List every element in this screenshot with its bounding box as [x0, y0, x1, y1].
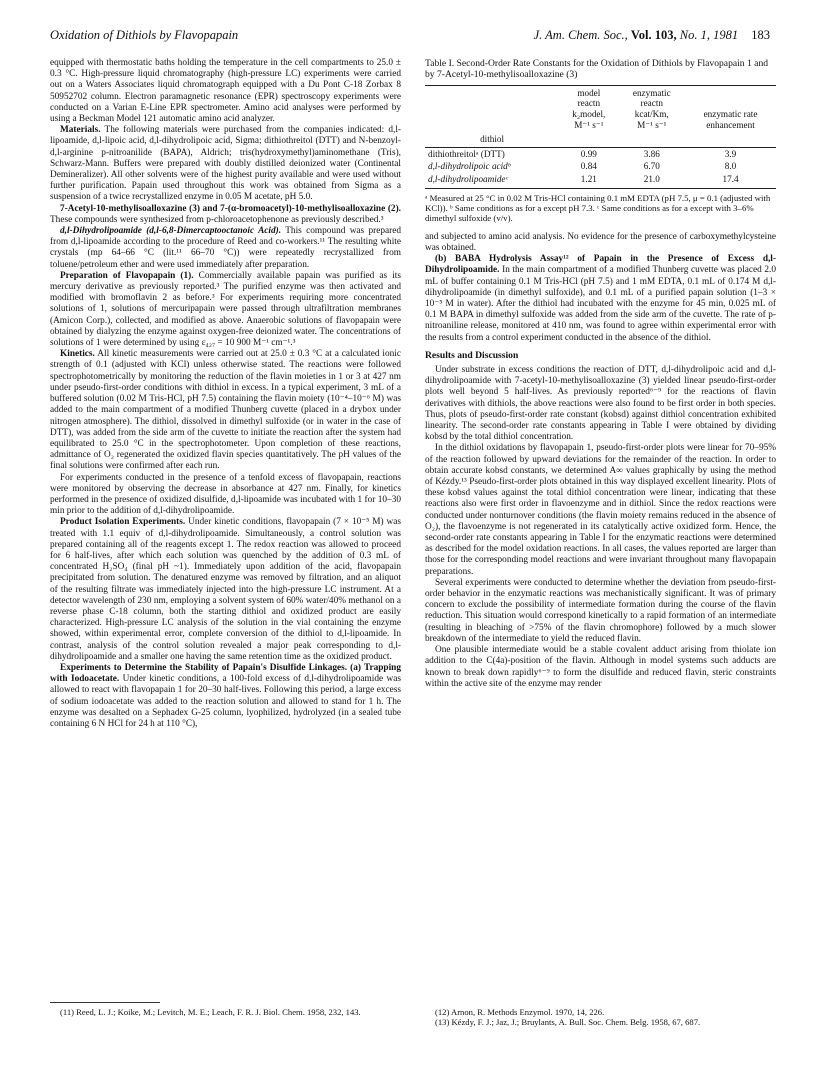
table-row — [425, 173, 776, 188]
running-title: Oxidation of Dithiols by Flavopapain — [50, 28, 239, 42]
paragraph-results-2: In the dithiol oxidations by flavopapain 1, pseudo-first-order plots were linear for 70–95% of the reaction followed by upward deviations for the remainder of the reaction. In order to obtain accurate kobsd constants, we determined A∞ values graphically by using the method of Kézdy.¹³ Pseudo-first-order plots obtained in this way displayed excellent linearity. Plots of these kobsd values against the total dithiol concentration were linear, indicating that these reactions also were first order in flavoenzyme and in dithiol. Since the redox reactions were conducted under nonturnover conditions (the flavin moiety remains reduced in the absence of O₂), the flavoenzyme is not regenerated in its catalytically active oxidized form. Hence, the second-order rate constants appearing in Table I for the enzymatic reactions were determined as described for the model oxidation reactions. In all cases, the values reported are larger than those for the corresponding model reactions and were invariant throughout many flavopapain preparations. — [425, 443, 776, 577]
references-right — [425, 1002, 776, 1027]
cell-enzymatic-rate: 21.0 — [619, 173, 686, 188]
table-row — [425, 147, 776, 160]
cell-enhancement: 8.0 — [724, 161, 737, 172]
paragraph-preparation — [50, 271, 401, 349]
journal-volume: Vol. 103, — [630, 28, 677, 42]
cell-model-rate: 0.84 — [580, 161, 597, 172]
running-header — [50, 28, 770, 48]
text-preparation: Commercially available papain was purified as its mercury derivative as previously reported.³ The purified enzyme was then activated and modified with bromoflavin 2 as before.³ For experiments requiring more concentrated solutions of 1, solutions of mercuripapain were passed through ultrafiltration membranes (Amicon Corp.), collected, and modified as above. Anaerobic solutions of flavopapain were obtained by dialyzing the enzyme against oxygen-free deionized water. The concentrations of solutions of 1 were determined by using ε₄₂₇ = 10 900 M⁻¹ cm⁻¹.³ — [50, 270, 401, 349]
paragraph-dihydrolipoamide — [50, 226, 401, 271]
page-number: 183 — [751, 28, 770, 42]
heading-results: Results and Discussion — [425, 349, 519, 361]
table-row — [425, 160, 776, 173]
cell-dithiol-name: d,l-dihydrolipoamideᶜ — [425, 173, 559, 188]
paragraph-continued: and subjected to amino acid analysis. No evidence for the presence of carboxymethylcysteine was obtained. — [425, 231, 776, 253]
journal-name: J. Am. Chem. Soc., — [533, 28, 628, 42]
reference-13: (13) Kézdy, F. J.; Jaz, J.; Bruylants, A. Bull. Soc. Chem. Belg. 1958, 67, 687. — [435, 1017, 701, 1028]
reference-12: (12) Arnon, R. Methods Enzymol. 1970, 14, 226. — [435, 1007, 605, 1017]
table-title: Table I. Second-Order Rate Constants for the Oxidation of Dithiols by Flavopapain 1 and by 7-Acetyl-10-methylisoalloxazine (3) — [425, 58, 769, 81]
table-footnote: ᵃ Measured at 25 °C in 0.02 M Tris-HCl containing 0.1 mM EDTA (pH 7.5, μ = 0.1 (adjusted with KCl)). ᵇ Same conditions as for a except pH 7.3. ᶜ Same conditions as for a except with 3–6% dimethyl sulfoxide (v/v). — [425, 192, 771, 224]
heading-acetyl: 7-Acetyl-10-methylisoalloxazine (3) and 7-(α-bromoacetyl)-10-methylisoalloxazine (2). — [60, 203, 401, 214]
paragraph-kinetics — [50, 349, 401, 472]
journal-citation — [534, 28, 770, 43]
paragraph-product-isolation — [50, 517, 401, 663]
cell-enhancement: 3.9 — [724, 148, 737, 159]
table-header-enhancement: enzymatic rate enhancement — [685, 85, 776, 132]
heading-preparation: Preparation of Flavopapain (1). — [60, 270, 194, 281]
table-header-model: model reactn k₂model, M⁻¹ s⁻¹ — [559, 85, 618, 132]
cell-model-rate: 1.21 — [559, 173, 618, 188]
reference-11: (11) Reed, L. J.; Koike, M.; Levitch, M. E.; Leach, F. R. J. Biol. Chem. 1958, 232, 143. — [60, 1007, 361, 1017]
table-header-dithiol: dithiol — [425, 132, 559, 147]
paragraph-stability — [50, 663, 401, 730]
heading-dihydrolipoamide: d,l-Dihydrolipoamide (d,l-6,8-Dimercaptooctanoic Acid). — [60, 226, 282, 237]
heading-stability: Experiments to Determine the Stability of Papain's Disulfide Linkages. (a) Trapping with Iodoacetate. — [50, 662, 401, 685]
heading-materials: Materials. — [60, 125, 101, 136]
table-header-dithiol-spacer — [425, 85, 559, 132]
table-1 — [425, 58, 776, 224]
cell-dithiol-name: dithiothreitolᵃ (DTT) — [428, 148, 505, 159]
text-kinetics: All kinetic measurements were carried out at 25.0 ± 0.3 °C at a calculated ionic strength of 0.1 (adjusted with KCl) unless otherwise stated. The reactions were followed spectrophotometrically by monitoring the reduction of the flavin moieties in 1 or 3 at 427 nm under pseudo-first-order conditions with dithiol in excess. In a typical experiment, 3 mL of a buffered solution (0.02 M Tris-HCl, pH 7.5) containing the flavin moiety (10⁻⁴–10⁻⁶ M) was added to the main compartment of a modified Thunberg cuvette (placed in a drybox under nitrogen atmosphere). The dithiol, dissolved in dimethyl sulfoxide (or in water in the case of DTT), was added from the side arm of the cuvette to initiate the reaction after the system had equilibrated to 25.0 °C in the spectrophotometer. Upon completion of these reactions, admittance of O₂ regenerated the oxidized flavin species quantitatively. The pH values of the final solutions were confirmed after each run. — [50, 349, 401, 472]
text-dihydrolipoamide: This compound was prepared from d,l-lipoamide according to the procedure of Reed and co-workers.¹¹ The resulting white crystals (mp 64–66 °C (lit.¹¹ 66–70 °C)) were repeatedly recrystallized from toluene/petroleum ether and were used immediately after preparation. — [50, 226, 401, 270]
paragraph-instruments: equipped with thermostatic baths holding the temperature in the cell compartments to 25.0 ± 0.3 °C. High-pressure liquid chromatography (high-pressure LC) experiments were carried out on a Waters Associates liquid chromatograph equipped with a Du Pont C-18 Zorbax 8 50952702 column. Electron paramagnetic resonance (EPR) spectroscopy experiments were conducted on a Varian E-Line EPR spectrometer. Amino acid analyses were performed by using a Beckman Model 121 automatic amino acid analyzer. — [50, 58, 401, 125]
text-product-isolation: Under kinetic conditions, flavopapain (7 × 10⁻⁵ M) was treated with 1.1 equiv of d,l-dihydrolipoamide. Simultaneously, a control solution was prepared containing all of the reagents except 1. The redox reaction was allowed to proceed for 6 half-lives, after which each solution was quenched by the addition of 0.3 mL of concentrated H₂SO₄ (final pH ~1). Immediately upon addition of the acid, flavopapain precipitated from solution. The denatured enzyme was removed by filtration, and an aliquot of the resulting filtrate was immediately injected into the high-pressure LC instrument. At a detector wavelength of 230 nm, employing a solvent system of 60% water/40% methanol on a reverse phase C-18 column, both the starting dithiol and oxidized product are easily characterized. High-pressure LC analysis of the solution in the vial containing the enzyme showed, within experimental error, complete conversion of the dithiol to d,l-lipoamide. In contrast, analysis of the control solution revealed a major peak corresponding to d,l-dihydrolipoamide and a smaller one having the same retention time as the oxidized product. — [50, 517, 402, 662]
text-stability: Under kinetic conditions, a 100-fold excess of d,l-dihydrolipoamide was allowed to react with flavopapain 1 for 20–30 half-lives. Following this period, a large excess of sodium iodoacetate was added to the reaction solution and allowed to stand for 1 h. The enzyme was desalted on a Sephadex G-25 column, lyophilized, hydrolyzed (in a sealed tube containing 6 N HCl for 24 h at 110 °C), — [50, 674, 401, 729]
journal-issue: No. 1, 1981 — [679, 28, 739, 42]
paragraph-tenfold: For experiments conducted in the presence of a tenfold excess of flavopapain, reactions were monitored by observing the decrease in absorbance at 427 nm. Finally, for kinetics performed in the presence of oxidized disulfide, d,l-lipoamide was incubated with 1 for 10–30 min prior to the addition of d,l-dihydrolipoamide. — [50, 472, 401, 517]
paragraph-results-3: Several experiments were conducted to determine whether the deviation from pseudo-first-order behavior in the enzymatic reactions was mechanistically significant. It was of primary concern to exclude the possibility of intermediate formation during the course of the flavin reduction. This situation would correspond kinetically to a rapid formation of an intermediate (resulting in bleaching of >75% of the flavin chromophore) followed by a much slower breakdown of the intermediate to yield the reduced flavin. — [425, 577, 776, 644]
heading-baba: (b) BABA Hydrolysis Assay¹² of Papain in the Presence of Excess d,l-Dihydrolipoamide. — [425, 254, 776, 276]
rate-constants-table — [425, 85, 776, 189]
cell-enzymatic-rate: 3.86 — [643, 148, 660, 159]
references-left — [50, 1002, 401, 1017]
heading-product-isolation: Product Isolation Experiments. — [60, 517, 186, 528]
right-column — [425, 58, 776, 1028]
left-column — [50, 58, 401, 1028]
cell-dithiol-name: d,l-dihydrolipoic acidᵇ — [428, 161, 511, 172]
cell-model-rate: 0.99 — [580, 148, 597, 159]
text-baba: In the main compartment of a modified Thunberg cuvette was placed 2.0 mL of buffer containing 0.1 M Tris-HCl (pH 7.5) and 1 mM EDTA, 0.1 mL of 0.174 M d,l-dihydrolipoamide (in dimethyl sulfoxide), and 0.1 mL of a purified papain solution (1–3 × 10⁻⁵ M in water). After the dithiol had incubated with the enzyme for 45 min, 0.025 mL of 0.1 M BAPA in dimethyl sulfoxide was added from the side arm of the cuvette. The rate of p-nitroaniline release, monitored at 410 nm, was found to agree within experimental error with the results from a control experiment conducted in the absence of the dithiol. — [425, 265, 776, 343]
paragraph-results-1: Under substrate in excess conditions the reaction of DTT, d,l-dihydrolipoic acid and d,l-dihydrolipoamide with 7-acetyl-10-methylisoalloxazine (3) yielded linear pseudo-first-order plots well beyond 5 half-lives. As previously reported⁶⁻⁹ for the reactions of flavin derivatives with dithiols, the above reactions were also found to be first order in both species. Thus, plots of pseudo-first-order rate constant (kobsd) against dithiol concentration exhibited linearity. The second-order rate constants appearing in Table I were obtained by dividing kobsd by the total dithiol concentration. — [425, 365, 776, 443]
cell-enhancement: 17.4 — [685, 173, 776, 188]
text-materials: The following materials were purchased from the companies indicated: d,l-lipoamide, d,l-lipoic acid, d,l-dihydrolipoic acid, Sigma; dithiothreitol (DTT) and N-benzoyl-d,l-arginine p-nitroanilide (BAPA), Aldrich; tris(hydroxymethyl)aminomethane (Tris), Schwarz-Mann. Buffers were prepared with doubly distilled deionized water (Continental Demineralizer). All other solvents were of the highest purity available and were used without further purification. Papain used throughout this work was obtained from Sigma as a suspension of a twice recrystallized enzyme in 0.05 M acetate, pH 5.0. — [50, 125, 401, 203]
paragraph-materials — [50, 125, 401, 203]
text-acetyl: These compounds were synthesized from p-chloroacetophenone as previously described.³ — [50, 214, 384, 225]
cell-enzymatic-rate: 6.70 — [643, 161, 660, 172]
paragraph-results-4: One plausible intermediate would be a stable covalent adduct arising from thiolate ion addition to the C(4a)-position of the flavin. Although in model systems such adducts are known to break down rapidly⁶⁻⁹ to form the disulfide and reduced flavin, steric constraints within the active site of the enzyme may render — [425, 645, 776, 689]
heading-kinetics: Kinetics. — [60, 349, 95, 360]
paragraph-baba — [425, 254, 776, 344]
paragraph-acetyl — [50, 204, 401, 226]
table-header-enzymatic: enzymatic reactn kcat/Km, M⁻¹ s⁻¹ — [619, 85, 686, 132]
footnote-rule — [50, 1002, 160, 1003]
